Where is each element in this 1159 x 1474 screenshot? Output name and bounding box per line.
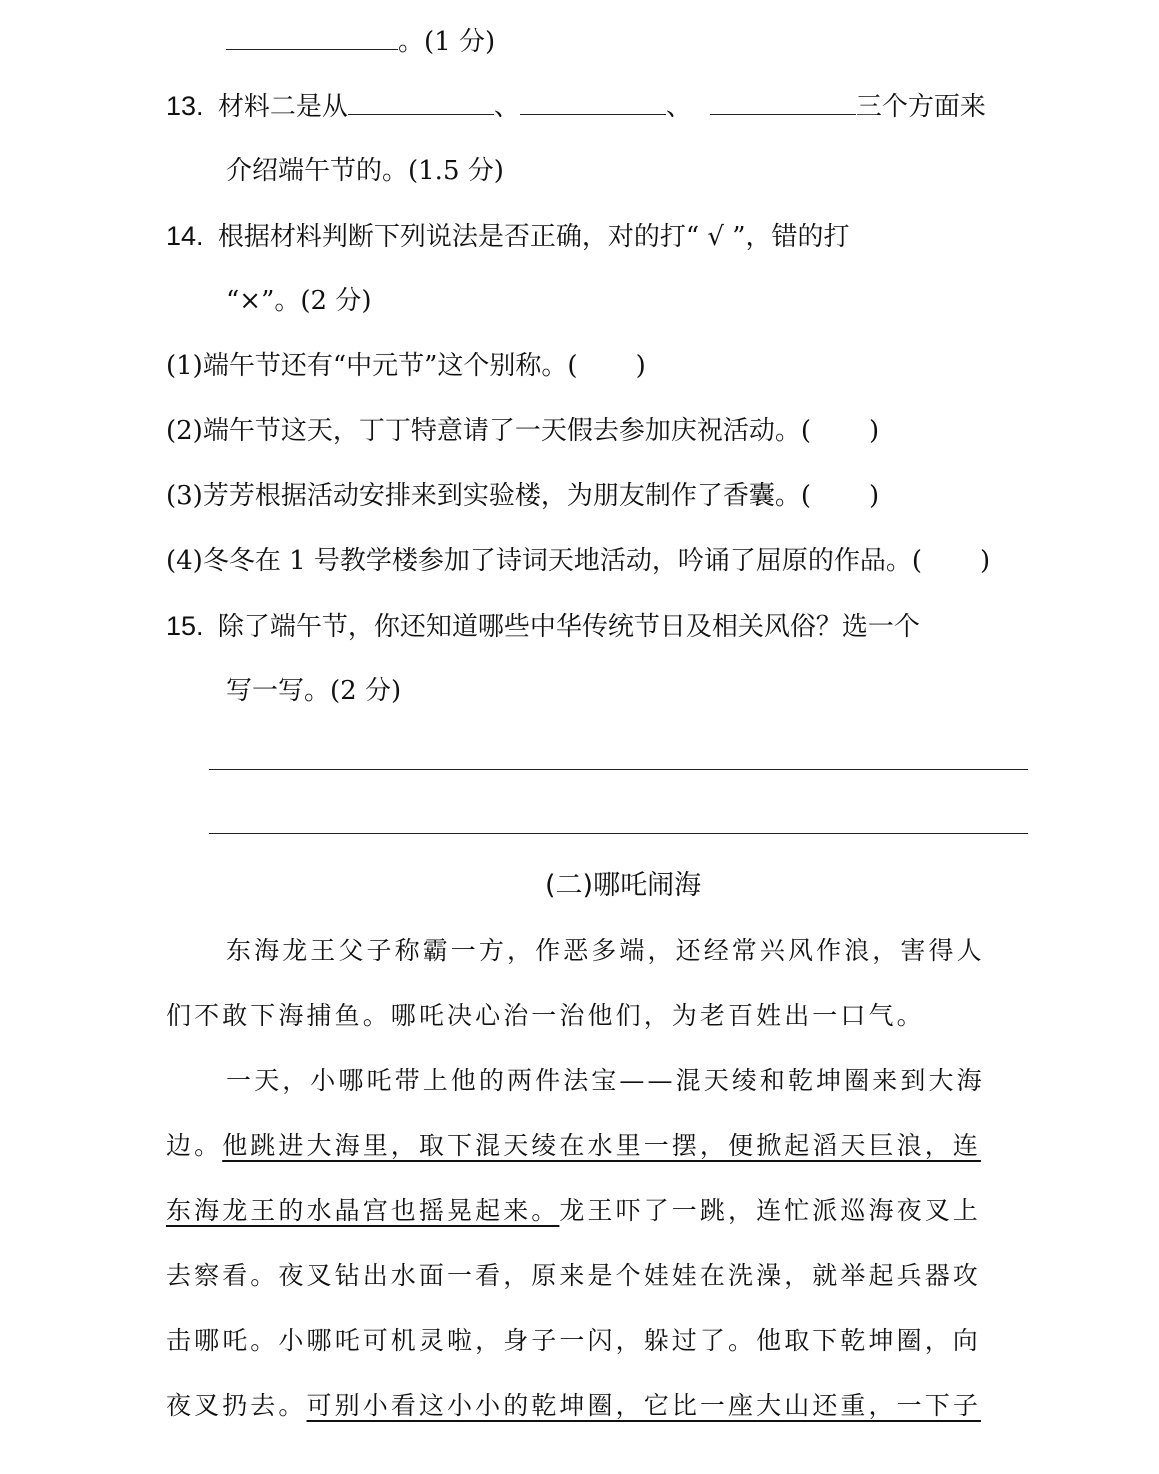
question-number: 14.	[166, 221, 204, 251]
q14-item-2	[166, 411, 879, 451]
answer-blank[interactable]	[226, 25, 398, 50]
item-text: (4)冬冬在 1 号教学楼参加了诗词天地活动，吟诵了屈原的作品。(	[166, 546, 923, 576]
q14-item-4	[166, 541, 990, 581]
answer-blank-3[interactable]	[710, 90, 856, 115]
story-line-7: 击哪吒。小哪吒可机灵啦，身子一闪，躲过了。他取下乾坤圈，向	[166, 1326, 981, 1355]
story-line-4	[166, 1126, 981, 1166]
close-paren: )	[868, 481, 880, 511]
q15-line2: 写一写。(2 分)	[226, 676, 402, 706]
separator: 、	[493, 92, 520, 122]
q13-text-end: 三个方面来	[855, 92, 986, 122]
plain-text: 夜叉扔去。	[166, 1391, 307, 1420]
section-title: (二)哪吒闹海	[545, 870, 702, 901]
story-line-8	[166, 1386, 981, 1426]
q14-line1: 根据材料判断下列说法是否正确，对的打“ √ ”，错的打	[217, 222, 850, 252]
question-number: 13.	[166, 91, 204, 121]
close-paren: )	[980, 546, 991, 576]
story-line-3: 一天，小哪吒带上他的两件法宝——混天绫和乾坤圈来到大海	[226, 1066, 985, 1095]
q12-score: 。(1 分)	[398, 27, 496, 57]
close-paren: )	[635, 351, 646, 381]
question-14	[166, 216, 850, 257]
q13-line2: 介绍端午节的。(1.5 分)	[226, 156, 504, 186]
plain-text: 龙王吓了一跳，连忙派巡海夜叉上	[559, 1196, 981, 1225]
item-text: (2)端午节这天，丁丁特意请了一天假去参加庆祝活动。(	[166, 416, 811, 446]
story-line-5	[166, 1191, 981, 1231]
item-text: (1)端午节还有“中元节”这个别称。(	[166, 351, 578, 381]
q13-text-start: 材料二是从	[217, 92, 348, 122]
plain-text: 边。	[166, 1131, 223, 1160]
q15-line1: 除了端午节，你还知道哪些中华传统节日及相关风俗？选一个	[217, 612, 920, 642]
q14-item-3	[166, 476, 879, 516]
q12-answer-line	[226, 22, 495, 62]
q14-line2: “×”。(2 分)	[226, 286, 372, 316]
underlined-text: 可别小看这小小的乾坤圈，它比一座大山还重，一下子	[306, 1391, 981, 1420]
story-line-2: 们不敢下海捕鱼。哪吒决心治一治他们，为老百姓出一口气。	[166, 1001, 925, 1030]
story-line-6: 去察看。夜叉钻出水面一看，原来是个娃娃在洗澡，就举起兵器攻	[166, 1261, 981, 1290]
separator: 、	[665, 92, 692, 122]
question-number: 15.	[166, 611, 204, 641]
item-text: (3)芳芳根据活动安排来到实验楼，为朋友制作了香囊。(	[166, 481, 811, 511]
answer-line-1[interactable]	[209, 769, 1028, 770]
answer-line-2[interactable]	[209, 833, 1028, 834]
question-15	[166, 606, 920, 647]
q14-item-1	[166, 346, 646, 386]
underlined-text: 东海龙王的水晶宫也摇晃起来。	[166, 1196, 560, 1225]
close-paren: )	[868, 416, 880, 446]
answer-blank-2[interactable]	[520, 90, 666, 115]
question-13	[166, 86, 986, 127]
answer-blank-1[interactable]	[348, 90, 494, 115]
underlined-text: 他跳进大海里，取下混天绫在水里一摆，便掀起滔天巨浪，连	[222, 1131, 981, 1160]
story-line-1: 东海龙王父子称霸一方，作恶多端，还经常兴风作浪，害得人	[226, 936, 985, 965]
